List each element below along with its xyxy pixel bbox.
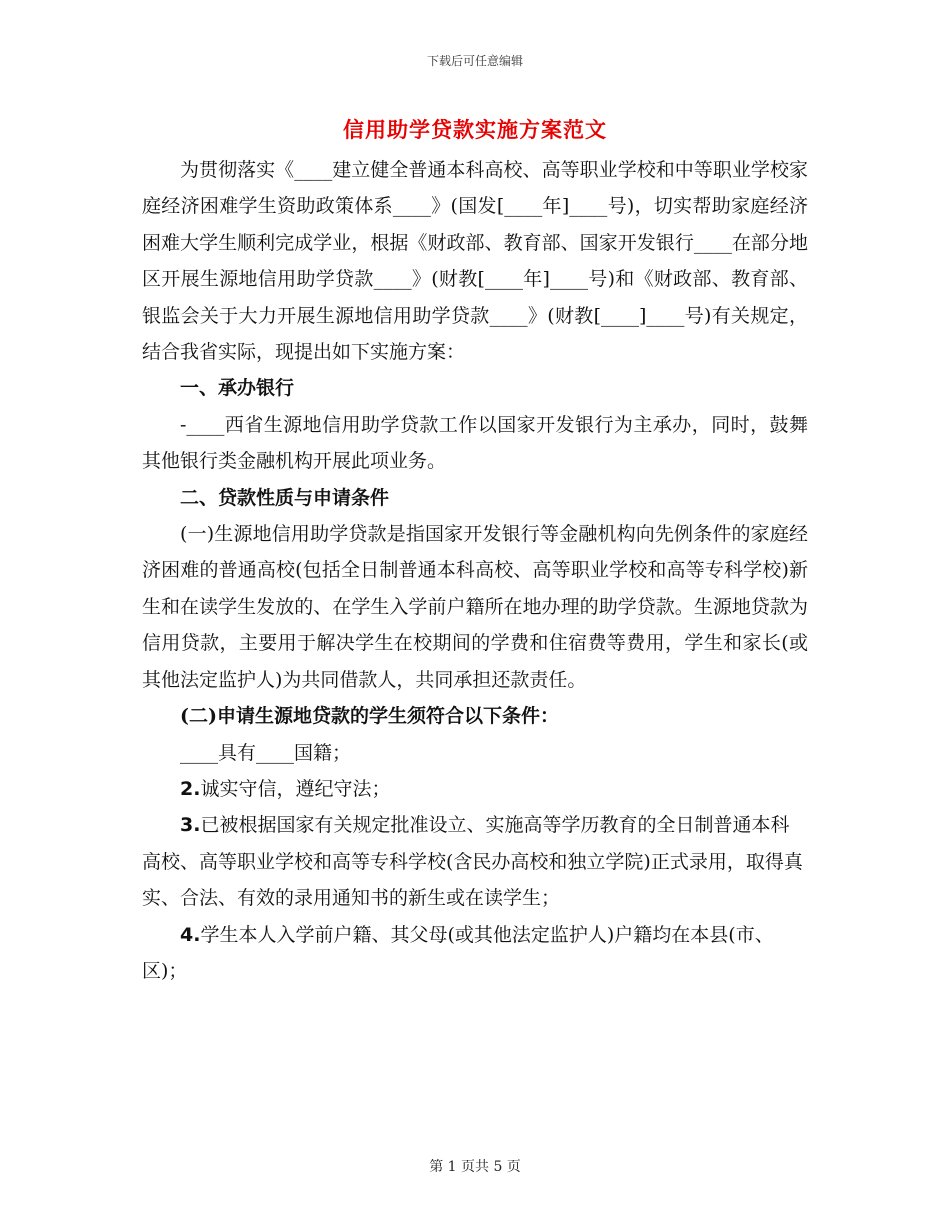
condition-number: 3.	[180, 814, 201, 837]
condition-item-1: ____具有____国籍；	[180, 741, 352, 764]
condition-text: 学生本人入学前户籍、其父母(或其他法定监护人)户籍均在本县(市、区)；	[142, 923, 774, 982]
page-header: 下载后可任意编辑	[426, 54, 523, 68]
section-heading-2: 二、贷款性质与申请条件	[180, 486, 390, 509]
document-title: 信用助学贷款实施方案范文	[343, 117, 607, 142]
condition-item-4	[142, 917, 808, 990]
section-heading-1: 一、承办银行	[180, 377, 295, 400]
condition-number: 4.	[180, 923, 201, 946]
subsection-heading-conditions: (二)申请生源地贷款的学生须符合以下条件：	[180, 705, 559, 728]
condition-item-2	[142, 771, 808, 807]
condition-text: 已被根据国家有关规定批准设立、实施高等学历教育的全日制普通本科高校、高等职业学校和高等专科学校(含民办高校和独立学院)正式录用，取得真实、合法、有效的录用通知书的新生或在读学生；	[142, 814, 803, 910]
section-1-paragraph: -____西省生源地信用助学贷款工作以国家开发银行为主承办，同时，鼓舞其他银行类金融机构开展此项业务。	[142, 413, 808, 473]
section-2-paragraph: (一)生源地信用助学贷款是指国家开发银行等金融机构向先例条件的家庭经济困难的普通高校(包括全日制普通本科高校、高等职业学校和高等专科学校)新生和在读学生发放的、在学生入学前户籍所在地办理的助学贷款。生源地贷款为信用贷款，主要用于解决学生在校期间的学费和住宿费等费用，学生和家长(或其他法定监护人)为共同借款人，共同承担还款责任。	[142, 523, 808, 691]
condition-item-3	[142, 807, 808, 916]
condition-number: 2.	[180, 777, 201, 800]
intro-paragraph: 为贯彻落实《____建立健全普通本科高校、高等职业学校和中等职业学校家庭经济困难学生资助政策体系____》(国发[____年]____号)，切实帮助家庭经济困难大学生顺利完成学业，根据《财政部、教育部、国家开发银行____在部分地区开展生源地信用助学贷款____》(财教[____年]____号)和《财政部、教育部、银监会关于大力开展生源地信用助学贷款____》(财教[____]____号)有关规定，结合我省实际，现提出如下实施方案：	[142, 159, 808, 364]
page-footer: 第 1 页共 5 页	[429, 1159, 521, 1175]
condition-text: 诚实守信，遵纪守法；	[200, 777, 391, 800]
document-body	[142, 152, 808, 989]
